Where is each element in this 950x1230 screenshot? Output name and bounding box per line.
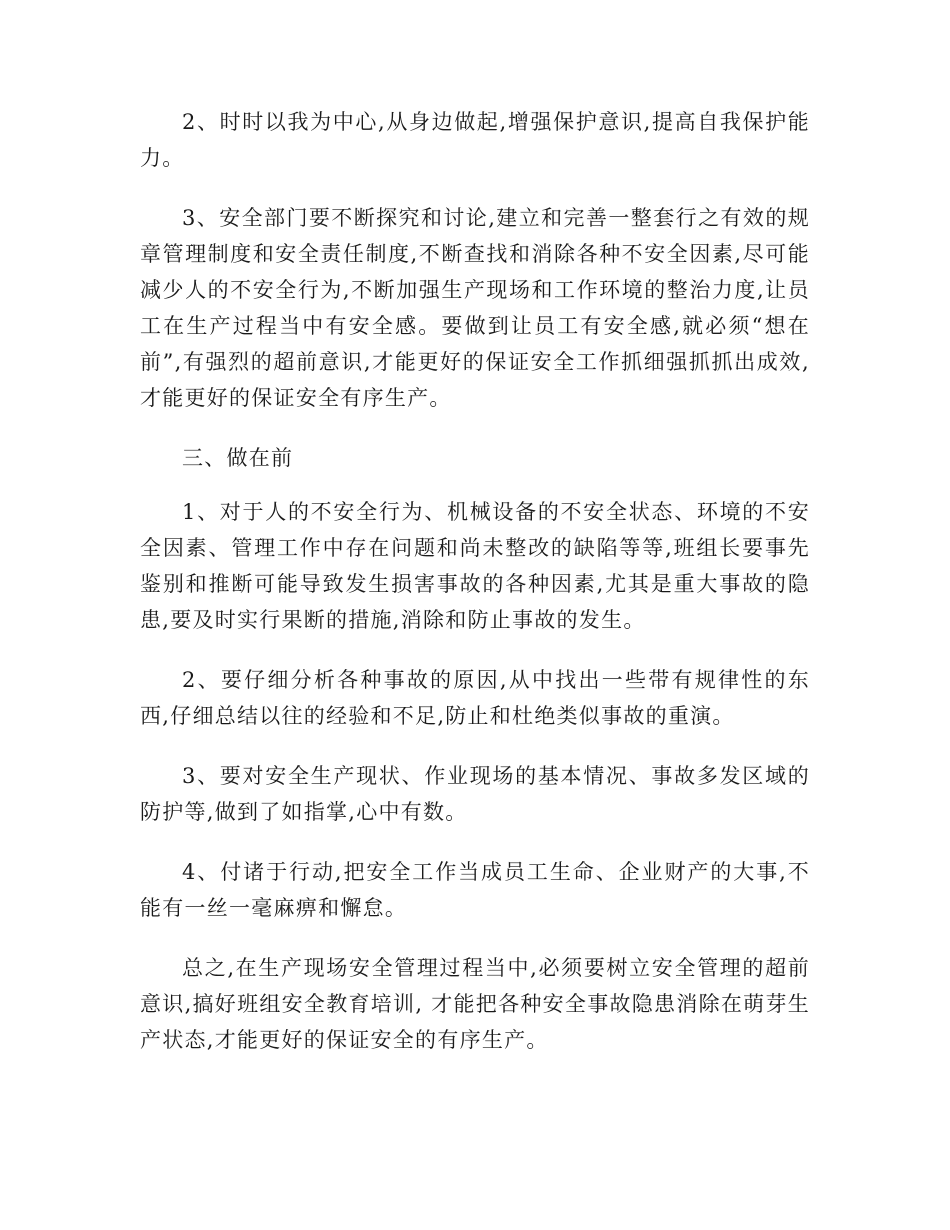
- paragraph-item-2b: 2、要仔细分析各种事故的原因,从中找出一些带有规律性的东西,仔细总结以往的经验和不足,防止和杜绝类似事故的重演。: [140, 668, 810, 728]
- paragraph-item-4: 4、付诸于行动,把安全工作当成员工生命、企业财产的大事,不能有一丝一毫麻痹和懈怠。: [140, 860, 810, 920]
- paragraph-item-1: 1、对于人的不安全行为、机械设备的不安全状态、环境的不安全因素、管理工作中存在问题和尚未整改的缺陷等等,班组长要事先鉴别和推断可能导致发生损害事故的各种因素,尤其是重大事故的隐患,要及时实行果断的措施,消除和防止事故的发生。: [140, 500, 810, 632]
- paragraph-item-3b: 3、要对安全生产现状、作业现场的基本情况、事故多发区域的防护等,做到了如指掌,心中有数。: [140, 764, 810, 824]
- paragraph-summary: 总之,在生产现场安全管理过程当中,必须要树立安全管理的超前意识,搞好班组安全教育培训, 才能把各种安全事故隐患消除在萌芽生产状态,才能更好的保证安全的有序生产。: [140, 956, 810, 1052]
- paragraph-item-2: 2、时时以我为中心,从身边做起,增强保护意识,提高自我保护能力。: [140, 110, 810, 170]
- section-heading-3: 三、做在前: [182, 446, 294, 470]
- paragraph-item-3: 3、安全部门要不断探究和讨论,建立和完善一整套行之有效的规章管理制度和安全责任制度,不断查找和消除各种不安全因素,尽可能减少人的不安全行为,不断加强生产现场和工作环境的整治力度,让员工在生产过程当中有安全感。要做到让员工有安全感,就必须“想在前”,有强烈的超前意识,才能更好的保证安全工作抓细强抓抓出成效,才能更好的保证安全有序生产。: [140, 206, 810, 410]
